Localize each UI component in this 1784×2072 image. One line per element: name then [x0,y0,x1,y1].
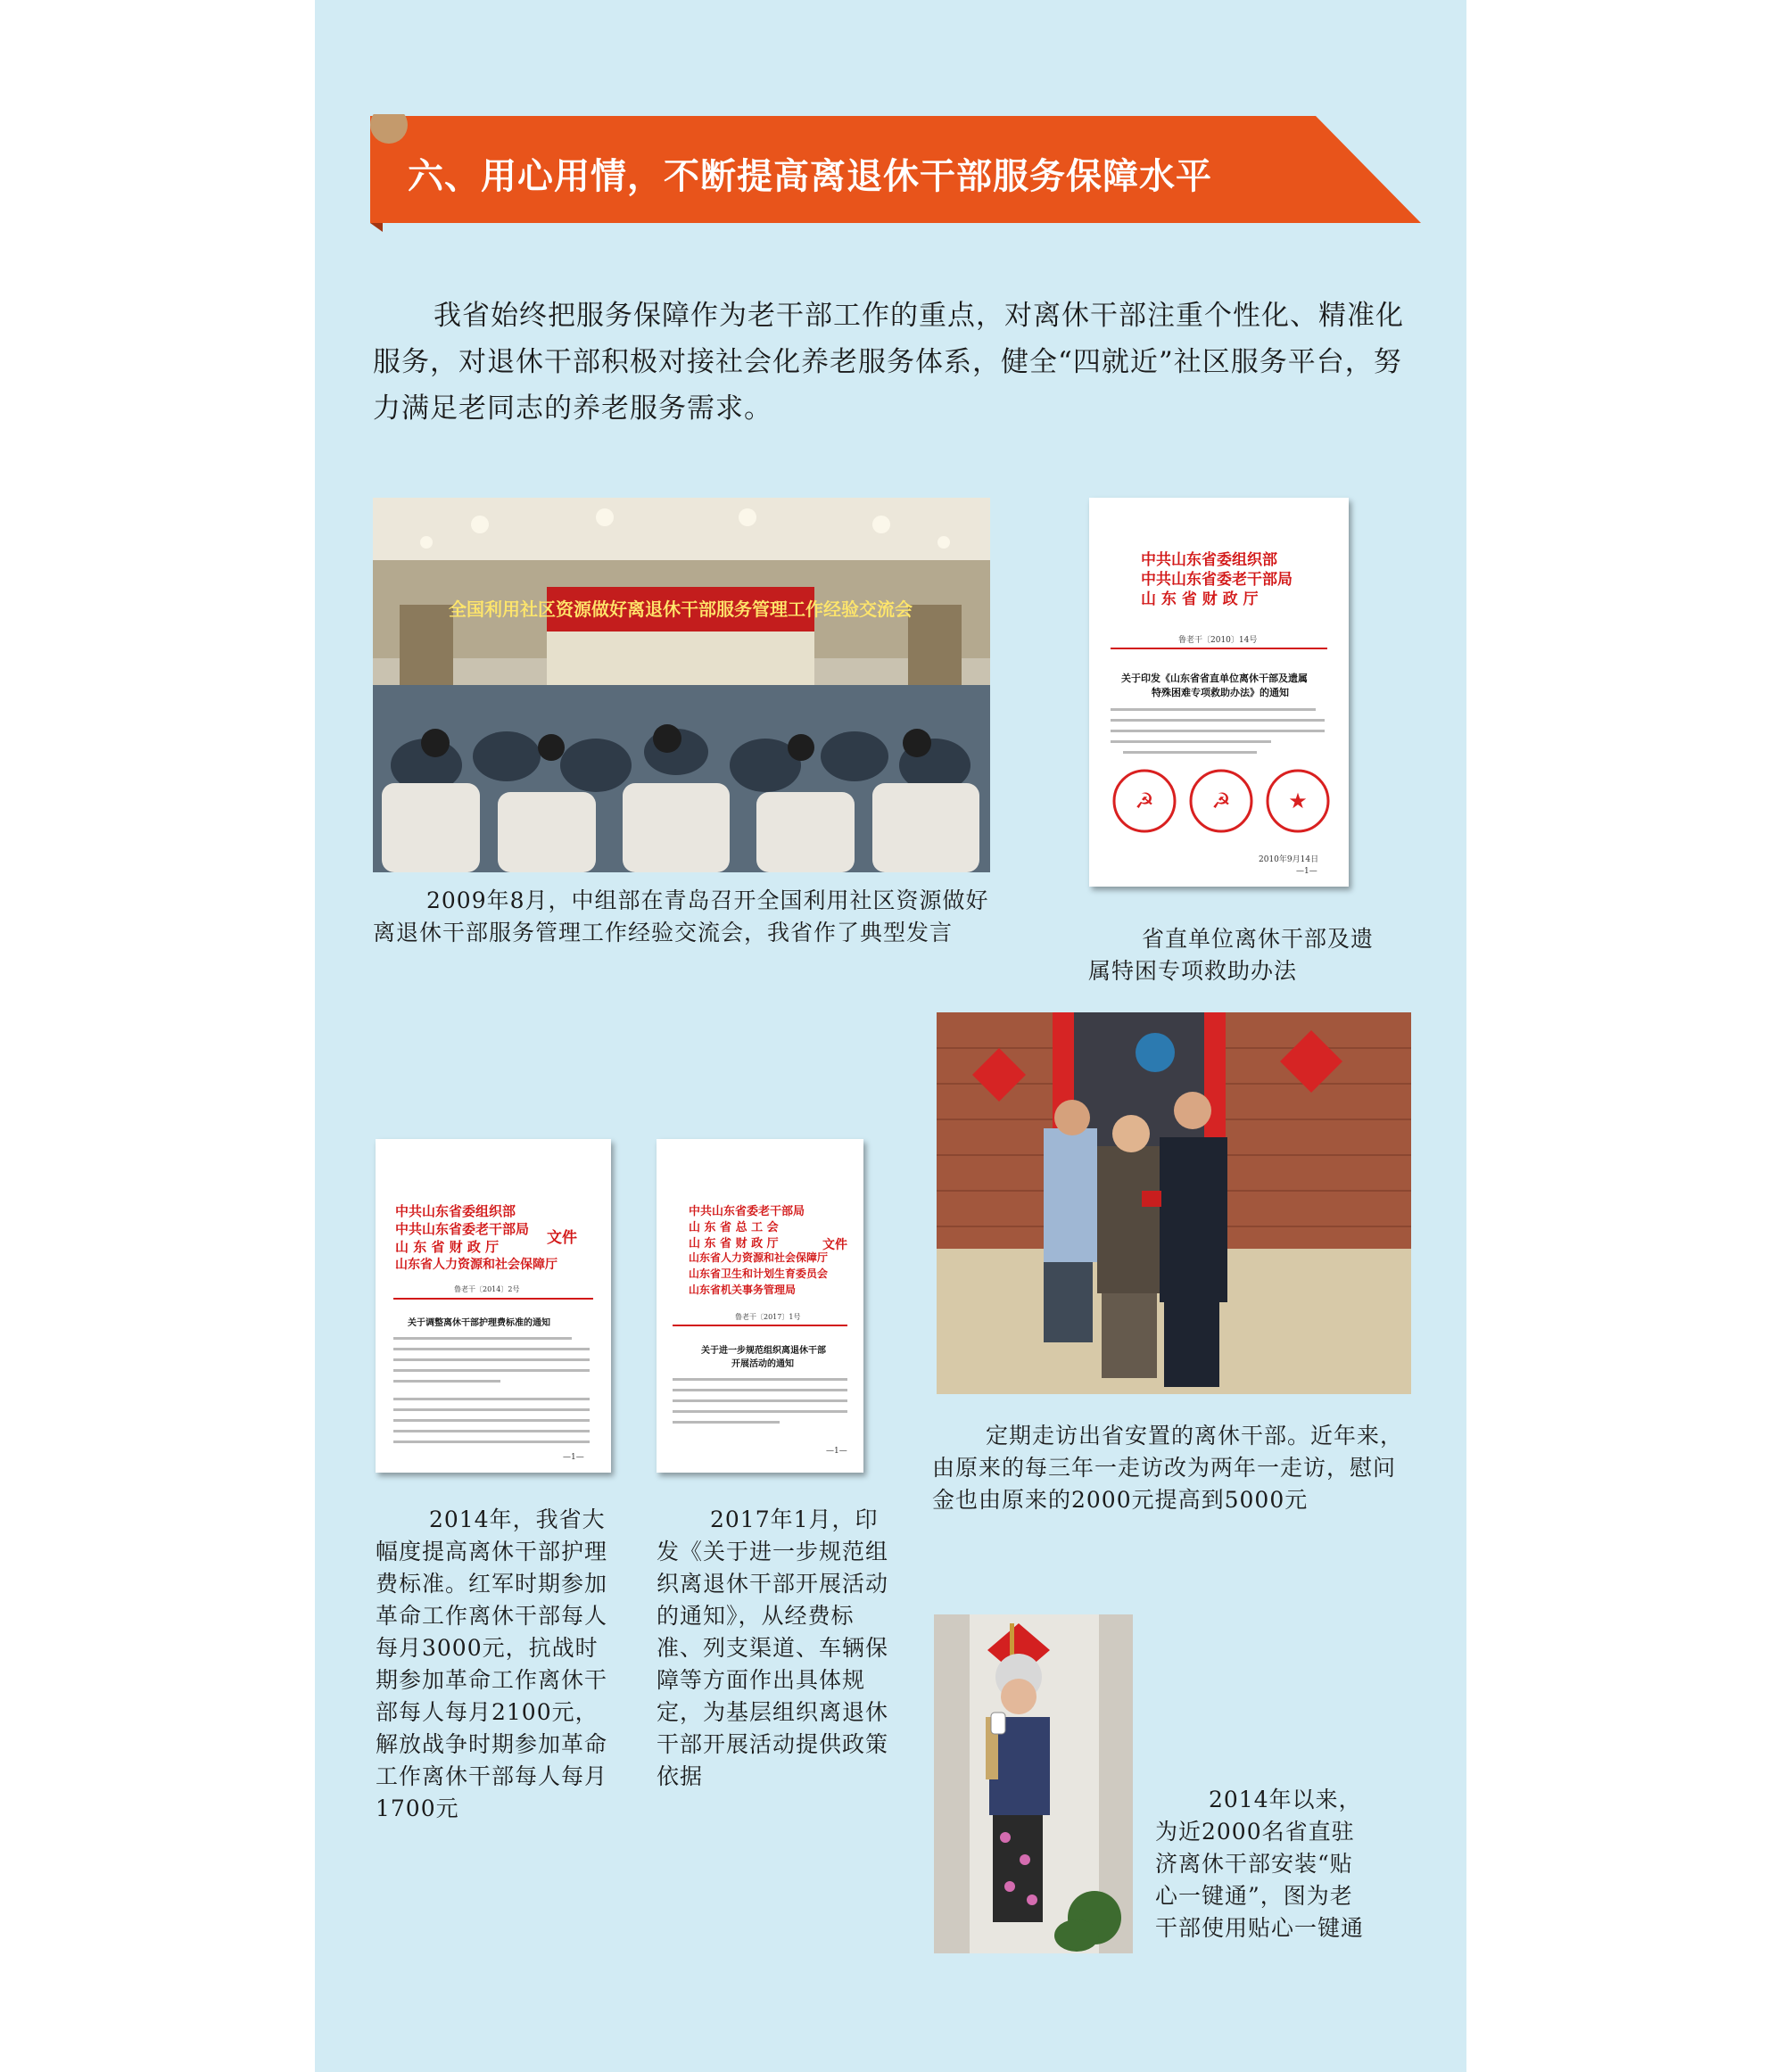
doc2-text-line [393,1348,590,1350]
doc3-text-line [673,1378,847,1381]
doc2-text-line [393,1358,590,1361]
doc3-number: 鲁老干〔2017〕1号 [735,1313,801,1321]
document-2017 [657,1139,863,1473]
doc1-issuer: 山 东 省 财 政 厅 [1141,590,1259,608]
visit-scene [937,1012,1411,1394]
doc3-text-line [673,1421,780,1424]
document-2010 [1089,498,1349,887]
doc1-title: 关于印发《山东省省直单位离休干部及遗属 [1121,673,1308,684]
doc1-title: 特殊困难专项救助办法》的通知 [1152,687,1289,698]
doc2-issuer: 中共山东省委老干部局 [395,1221,530,1237]
doc2-text-line [393,1430,590,1432]
doc1-caption: 省直单位离休干部及遗属特困专项救助办法 [1088,926,1375,984]
one-touch-call-photo [934,1614,1133,1953]
doc3-issuer: 山东省机关事务管理局 [689,1284,797,1296]
doc1-date: 2010年9月14日 [1259,855,1319,864]
doc2-text-line [393,1419,590,1422]
doc3-text-line [673,1389,847,1391]
doc2-text-line [393,1337,572,1340]
visit-photo [937,1012,1411,1394]
doc1-text-line [1111,740,1271,743]
document-2014 [376,1139,611,1473]
doc3-issuer: 山 东 省 总 工 会 [689,1221,779,1234]
section-title: 六、用心用情，不断提高离退休干部服务保障水平 [408,156,1212,197]
doc3-caption: 2017年1月，印发《关于进一步规范组织离退休干部开展活动的通知》，从经费标准、列支渠道、车辆保障等方面作出具体规定，为基层组织离退休干部开展活动提供政策依据 [657,1507,889,1789]
doc2-issuer: 中共山东省委组织部 [395,1203,516,1219]
doc3-issuer: 中共山东省委老干部局 [689,1205,805,1218]
doc2-red-rule [393,1298,593,1300]
doc2-text-line [393,1380,500,1383]
intro-paragraph: 我省始终把服务保障作为老干部工作的重点，对离休干部注重个性化、精准化服务，对退休干部积极对接社会化养老服务体系，健全“四就近”社区服务平台，努力满足老同志的养老服务需求。 [373,300,1404,425]
doc3-page-number: —1— [826,1447,847,1456]
doc2-issuer: 山东省人力资源和社会保障厅 [395,1258,558,1272]
doc3-title: 关于进一步规范组织离退休干部 [701,1346,826,1356]
doc3-text-line [673,1410,847,1413]
doc1-text-line [1111,730,1325,732]
doc3-red-rule [673,1325,847,1326]
conference-caption: 2009年8月，中组部在青岛召开全国利用社区资源做好离退休干部服务管理工作经验交流会，我省作了典型发言 [373,887,989,945]
doc1-issuer: 中共山东省委组织部 [1141,551,1277,569]
doc2-page-number: —1— [563,1453,584,1462]
visit-caption: 定期走访出省安置的离休干部。近年来，由原来的每三年一走访改为两年一走访，慰问金也由原来的2000元提高到5000元 [932,1423,1404,1513]
doc2-issuer: 山 东 省 财 政 厅 [395,1239,500,1255]
doc1-text-line [1123,751,1257,754]
svg-text:☭: ☭ [1211,788,1231,813]
doc2-number: 鲁老干〔2014〕2号 [454,1285,520,1293]
doc2-text-line [393,1369,590,1372]
doc2-wenjian: 文件 [547,1229,577,1247]
elderly-woman-scene [934,1614,1133,1953]
doc1-issuer: 中共山东省委老干部局 [1141,571,1293,589]
conference-scene [373,498,990,872]
doc3-text-line [673,1399,847,1402]
doc2-text-line [393,1398,590,1400]
doc1-text-line [1111,708,1316,711]
doc3-issuer: 山东省卫生和计划生育委员会 [689,1267,829,1280]
doc2-text-line [393,1440,590,1443]
doc2-caption: 2014年，我省大幅度提高离休干部护理费标准。红军时期参加革命工作离休干部每人每月3000元，抗战时期参加革命工作离休干部每人每月2100元，解放战争时期参加革命工作离休干部每人每月1700元 [376,1507,608,1821]
doc1-number: 鲁老干〔2010〕14号 [1178,636,1258,645]
doc1-red-rule [1111,648,1327,649]
section-banner [370,114,1423,232]
doc1-text-line [1111,719,1325,722]
svg-text:★: ★ [1288,788,1308,813]
doc3-wenjian: 文件 [822,1238,847,1252]
svg-text:☭: ☭ [1135,788,1154,813]
doc2-title: 关于调整离休干部护理费标准的通知 [408,1318,550,1328]
conference-banner-text: 全国利用社区资源做好离退休干部服务管理工作经验交流会 [449,598,913,620]
doc3-title: 开展活动的通知 [731,1359,794,1369]
one-touch-caption: 2014年以来，为近2000名省直驻济离休干部安装“贴心一键通”，图为老干部使用贴心一键通 [1155,1787,1365,1941]
doc3-issuer: 山东省人力资源和社会保障厅 [689,1251,829,1264]
ribbon-fold [370,223,383,232]
doc1-official-seals [1107,765,1339,837]
conference-photo [373,498,990,872]
doc1-page-number: —1— [1296,867,1317,876]
doc3-issuer: 山 东 省 财 政 厅 [689,1237,779,1251]
doc2-text-line [393,1408,590,1411]
